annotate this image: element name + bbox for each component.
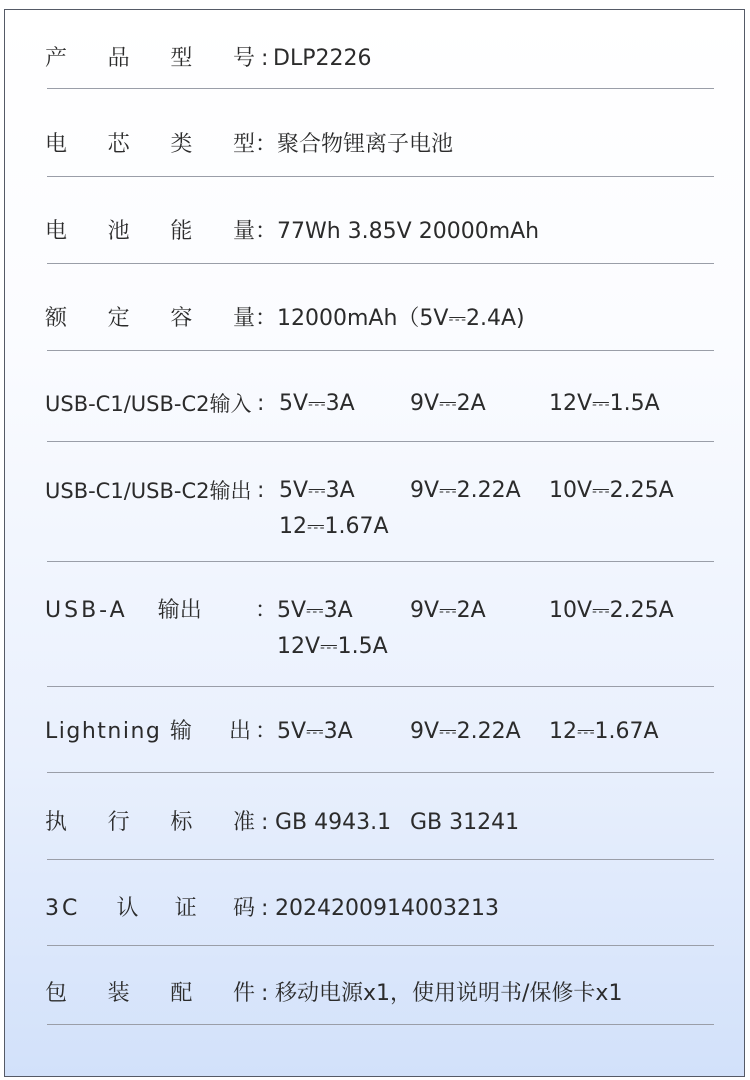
spec-value: GB 31241 [410,810,520,835]
label-char: 认 [116,896,139,921]
label-char: 容 [170,306,193,331]
spec-value: 12000mAh（5V⎓2.4A) [277,306,525,331]
label-char: 量 [232,306,255,331]
label-char: 证 [174,896,197,921]
label-char: 池 [107,219,130,244]
label-colon: ： [255,132,278,157]
label-char: 配 [170,981,193,1006]
spec-label [45,805,255,841]
label-char: 标 [170,810,193,835]
spec-label [45,127,255,163]
label-char: 芯 [107,132,130,157]
spec-value: 10V⎓2.25A [549,598,674,623]
spec-value: 12V⎓1.5A [277,634,388,659]
divider [47,945,714,946]
divider [47,441,714,442]
label-char: 码 [232,896,255,921]
spec-value: 9V⎓2.22A [410,478,521,503]
label-char: 型 [170,46,193,71]
label-char: 能 [170,219,193,244]
label-colon: : [261,46,269,71]
divider [47,686,714,687]
label-colon: ： [255,719,278,744]
spec-value: 5V⎓3A [277,719,353,744]
label-colon: ： [255,598,278,623]
spec-value: 移动电源x1，使用说明书/保修卡x1 [275,981,623,1006]
label-char: 电 [45,132,68,157]
divider [47,88,714,89]
spec-value: 9V⎓2A [410,391,486,416]
divider [47,561,714,562]
spec-label: USB-C1/USB-C2输入 [45,392,252,416]
spec-value: 77Wh 3.85V 20000mAh [277,219,540,244]
divider [47,263,714,264]
divider [47,176,714,177]
spec-label [45,714,251,750]
label-char: 定 [107,306,130,331]
divider [47,772,714,773]
spec-label [45,891,255,927]
spec-value: 5V⎓3A [279,478,355,503]
spec-label [45,976,255,1012]
label-char: 型 [232,132,255,157]
label-colon: : [257,478,265,503]
spec-label [45,41,255,77]
label-char: 号 [232,46,255,71]
label-char: 准 [232,810,255,835]
spec-value: 12⎓1.67A [279,514,389,539]
label-colon: : [261,981,269,1006]
label-colon: ： [255,219,278,244]
divider [47,859,714,860]
label-char: 执 [45,810,68,835]
spec-sheet-frame [4,9,745,1077]
label-char: Lightning 输 [45,719,194,744]
label-char: 行 [107,810,130,835]
label-char: 产 [45,46,68,71]
spec-value: 10V⎓2.25A [549,478,674,503]
label-char: 类 [170,132,193,157]
spec-label [45,593,202,629]
spec-value: 5V⎓3A [279,391,355,416]
spec-label [45,301,255,337]
label-char: 品 [107,46,130,71]
divider [47,1024,714,1025]
label-char: USB-A [45,598,128,623]
spec-label [45,214,255,250]
spec-value: DLP2226 [273,46,372,71]
label-colon: ： [255,306,278,331]
spec-value: 12V⎓1.5A [549,391,660,416]
label-char: 量 [232,219,255,244]
spec-value: 9V⎓2A [410,598,486,623]
spec-value: 5V⎓3A [277,598,353,623]
spec-value: GB 4943.1 [275,810,392,835]
label-char: 装 [107,981,130,1006]
label-colon: : [261,896,269,921]
label-char: 额 [45,306,68,331]
label-char: 包 [45,981,68,1006]
label-char: 3C [45,896,81,921]
spec-value: 9V⎓2.22A [410,719,521,744]
spec-value: 聚合物锂离子电池 [277,132,454,157]
label-char: 电 [45,219,68,244]
divider [47,350,714,351]
label-char: 出 [179,598,202,623]
label-char: 件 [232,981,255,1006]
spec-label: USB-C1/USB-C2输出 [45,479,252,503]
label-char: 输 [157,598,180,623]
label-char: 出 [228,719,251,744]
spec-value: 12⎓1.67A [549,719,659,744]
spec-value: 2024200914003213 [275,896,499,921]
label-colon: : [261,810,269,835]
label-colon: : [257,391,265,416]
